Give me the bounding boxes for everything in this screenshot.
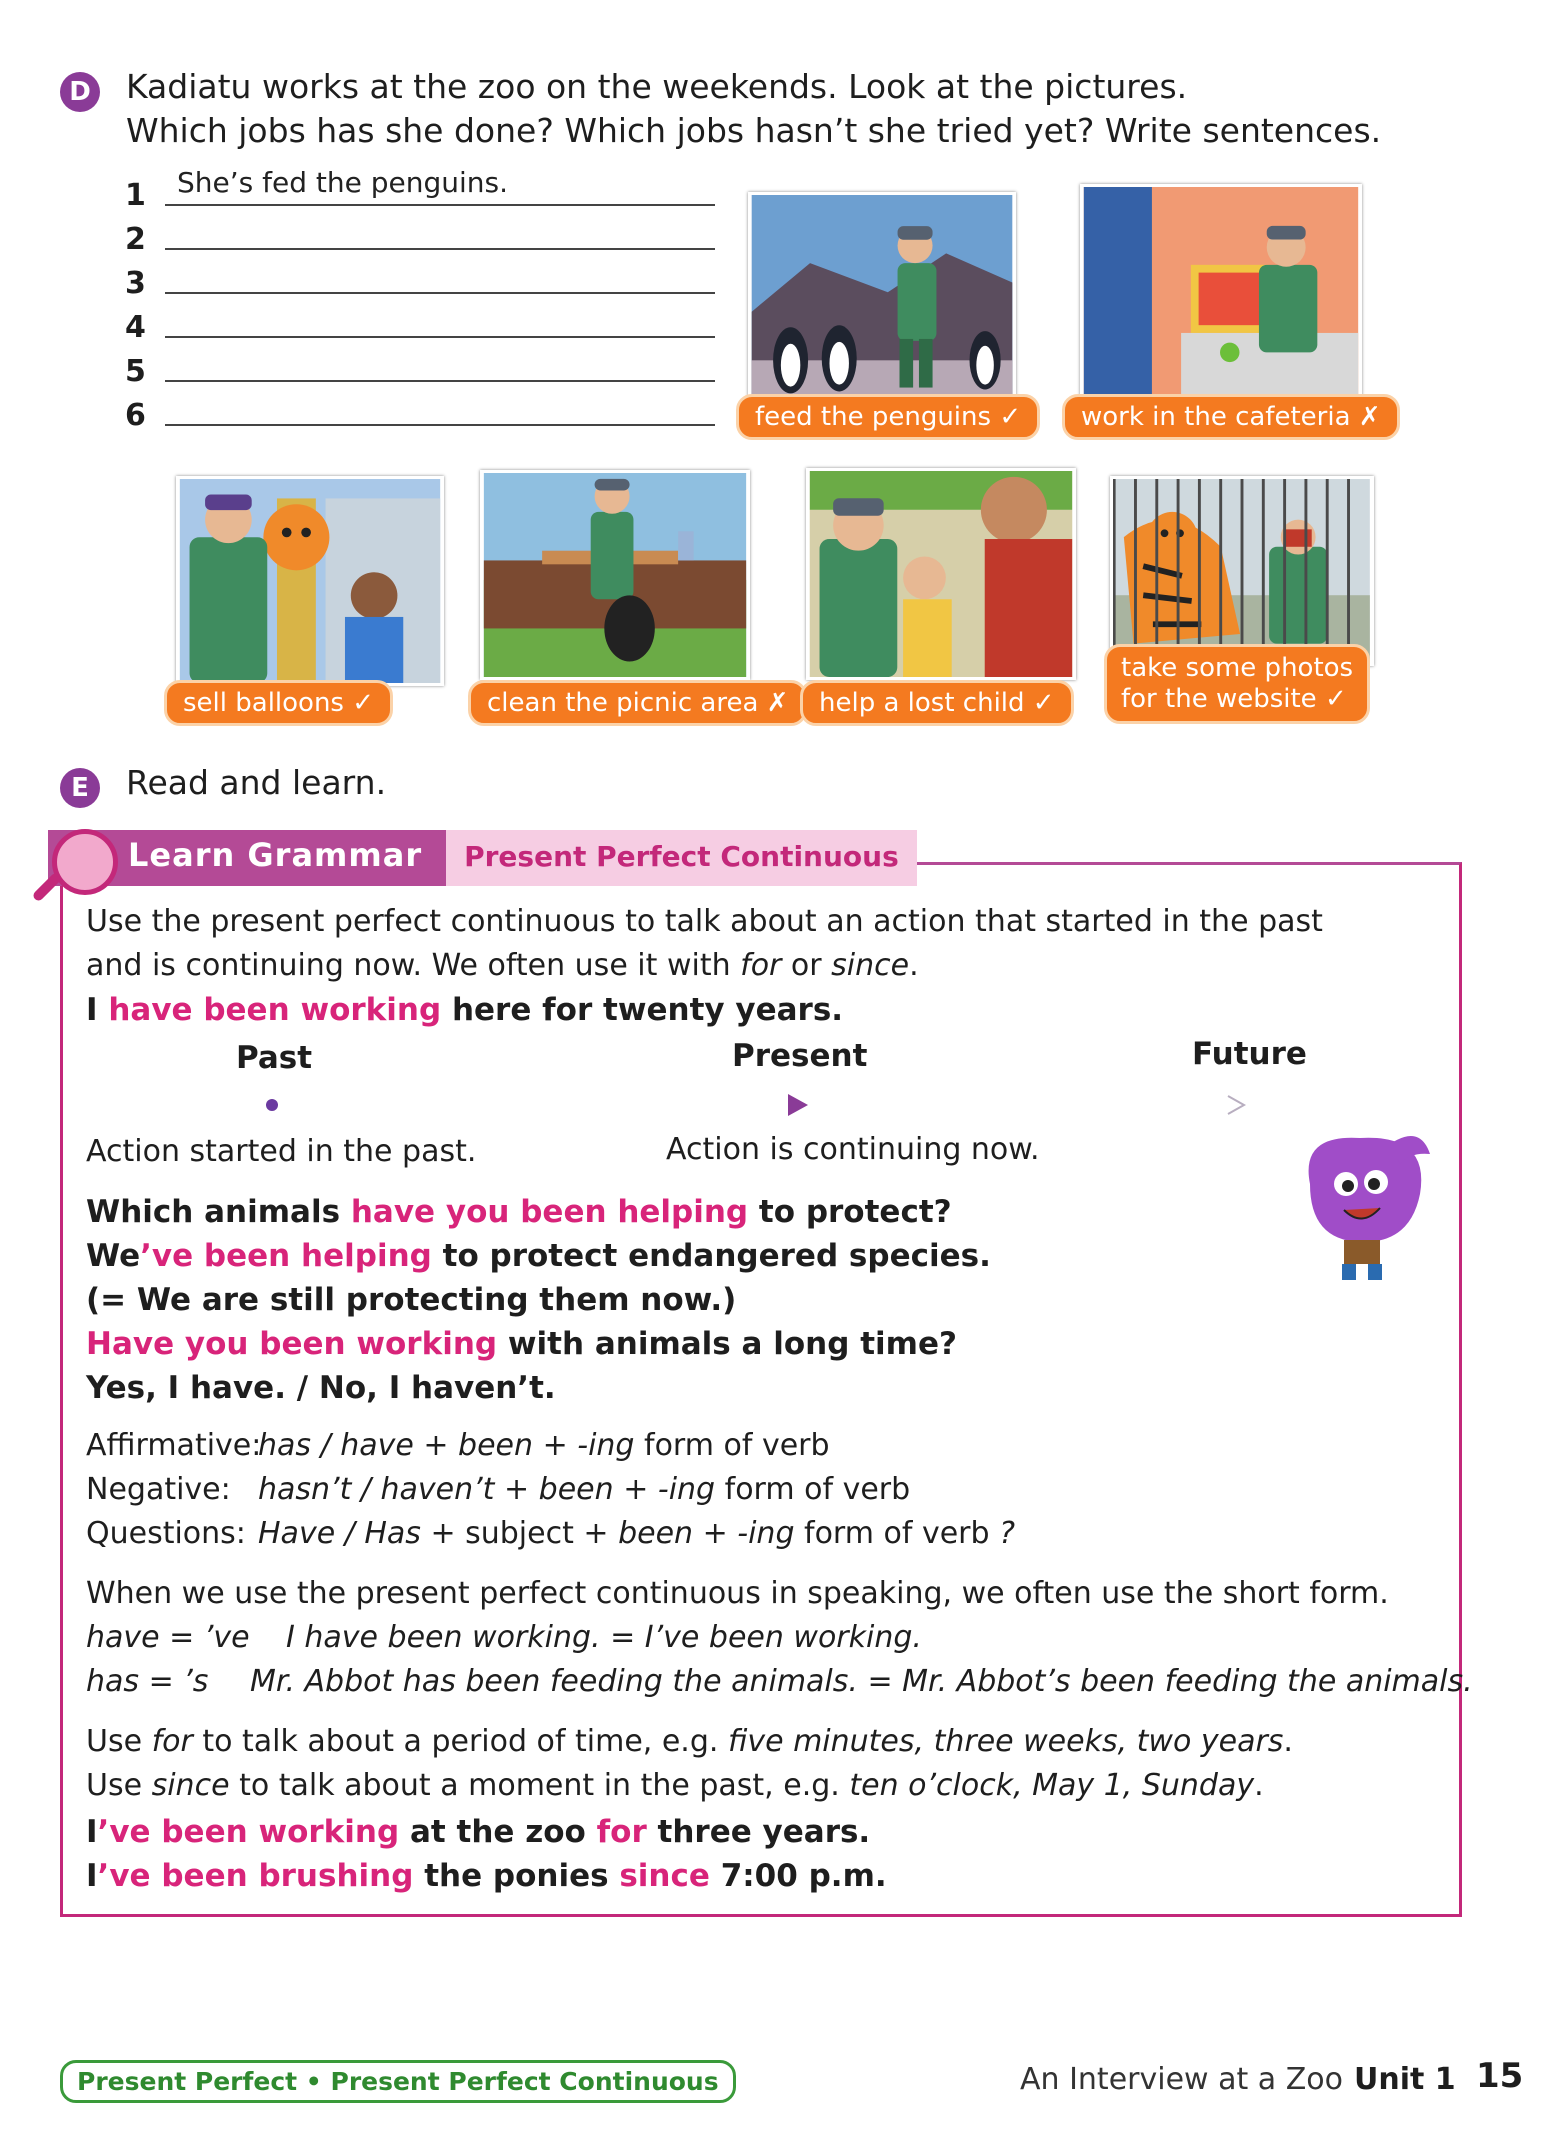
example-3: I’ve been brushing the ponies since 7:00 p.m. [86,1858,887,1894]
short-form-has-key: has = ’s [86,1664,209,1699]
answer-line-6[interactable] [165,386,715,426]
footer-topic-tag: Present Perfect • Present Perfect Continuous [60,2060,736,2103]
section-d-badge: D [60,72,100,112]
short-form-have-key: have = ’ve [86,1620,250,1655]
grammar-subtitle: Present Perfect Continuous [446,830,917,886]
footer-title: An Interview at a Zoo [1020,2062,1343,2097]
label-picnic-area: clean the picnic area ✗ [468,680,807,726]
timeline-arrow [260,1090,1260,1120]
example-1: I have been working here for twenty years. [86,992,844,1028]
answer-line-2[interactable] [165,210,715,250]
label-feed-penguins: feed the penguins ✓ [736,394,1040,440]
footer-page-number: 15 [1476,2056,1524,2096]
short-form-have-example: I have been working. = I’ve been working. [286,1620,922,1655]
label-take-photos-line1: take some photos [1121,653,1354,683]
picture-lost-child [806,468,1076,680]
section-d-instruction-2: Which jobs has she done? Which jobs hasn’t she tried yet? Write sentences. [126,111,1382,150]
grammar-header [48,830,917,886]
tiger-illustration [1113,479,1371,663]
intro-line-2: and is continuing now. We often use it with for or since. [86,948,919,983]
footer-unit: Unit 1 [1354,2062,1456,2097]
magnifier-icon [52,829,118,895]
form-question-label: Questions: [86,1516,246,1551]
line-number: 2 [125,222,146,257]
answer-line-4[interactable] [165,298,715,338]
penguins-illustration [751,195,1013,407]
mascot-character [1280,1124,1440,1284]
for-rule: Use for to talk about a period of time, e.g. five minutes, three weeks, two years. [86,1724,1293,1759]
timeline-caption-right: Action is continuing now. [666,1132,1040,1167]
line-number: 3 [125,266,146,301]
label-lost-child: help a lost child ✓ [800,680,1074,726]
timeline-caption-left: Action started in the past. [86,1134,477,1169]
form-question: Have / Has + subject + been + -ing form of verb ? [258,1516,1016,1551]
answer-2: Yes, I have. / No, I haven’t. [86,1370,556,1406]
lost-child-illustration [809,471,1073,677]
since-rule: Use since to talk about a moment in the past, e.g. ten o’clock, May 1, Sunday. [86,1768,1264,1803]
section-e-instruction: Read and learn. [126,763,387,802]
form-affirmative: has / have + been + -ing form of verb [258,1428,830,1463]
picture-take-photos [1110,476,1374,666]
line-number: 4 [125,310,146,345]
balloons-illustration [179,479,441,683]
picture-cafeteria [1080,184,1362,406]
picture-picnic-area [480,470,750,680]
magnifier-handle [31,871,62,902]
question-1: Which animals have you been helping to protect? [86,1194,952,1230]
form-affirmative-label: Affirmative: [86,1428,262,1463]
answer-line-1[interactable] [165,166,715,206]
short-form-has-example: Mr. Abbot has been feeding the animals. = Mr. Abbot’s been feeding the animals. [250,1664,1473,1699]
timeline-future: Future [1192,1036,1307,1072]
answer-1-note: (= We are still protecting them now.) [86,1282,737,1318]
cafeteria-illustration [1083,187,1359,403]
line-number: 6 [125,398,146,433]
form-negative-label: Negative: [86,1472,231,1507]
intro-line-1: Use the present perfect continuous to talk about an action that started in the past [86,904,1323,939]
section-e-badge: E [60,768,100,808]
label-take-photos-line2: for the website ✓ [1121,684,1347,714]
answer-1: We’ve been helping to protect endangered species. [86,1238,991,1274]
section-d-instruction-1: Kadiatu works at the zoo on the weekends. Look at the pictures. [126,67,1188,106]
answer-line-3[interactable] [165,254,715,294]
line-number: 5 [125,354,146,389]
answer-text: She’s fed the penguins. [177,166,509,199]
timeline-present: Present [732,1038,868,1074]
question-2: Have you been working with animals a long time? [86,1326,957,1362]
picnic-illustration [483,473,747,677]
timeline-past: Past [236,1040,313,1076]
form-negative: hasn’t / haven’t + been + -ing form of verb [258,1472,911,1507]
example-2: I’ve been working at the zoo for three years. [86,1814,871,1850]
short-form-intro: When we use the present perfect continuous in speaking, we often use the short form. [86,1576,1389,1611]
answer-line-5[interactable] [165,342,715,382]
label-take-photos [1104,644,1370,724]
grammar-title: Learn Grammar [48,830,446,886]
line-number: 1 [125,178,146,213]
label-sell-balloons: sell balloons ✓ [164,680,393,726]
label-cafeteria: work in the cafeteria ✗ [1062,394,1400,440]
picture-sell-balloons [176,476,444,686]
picture-feed-penguins [748,192,1016,410]
